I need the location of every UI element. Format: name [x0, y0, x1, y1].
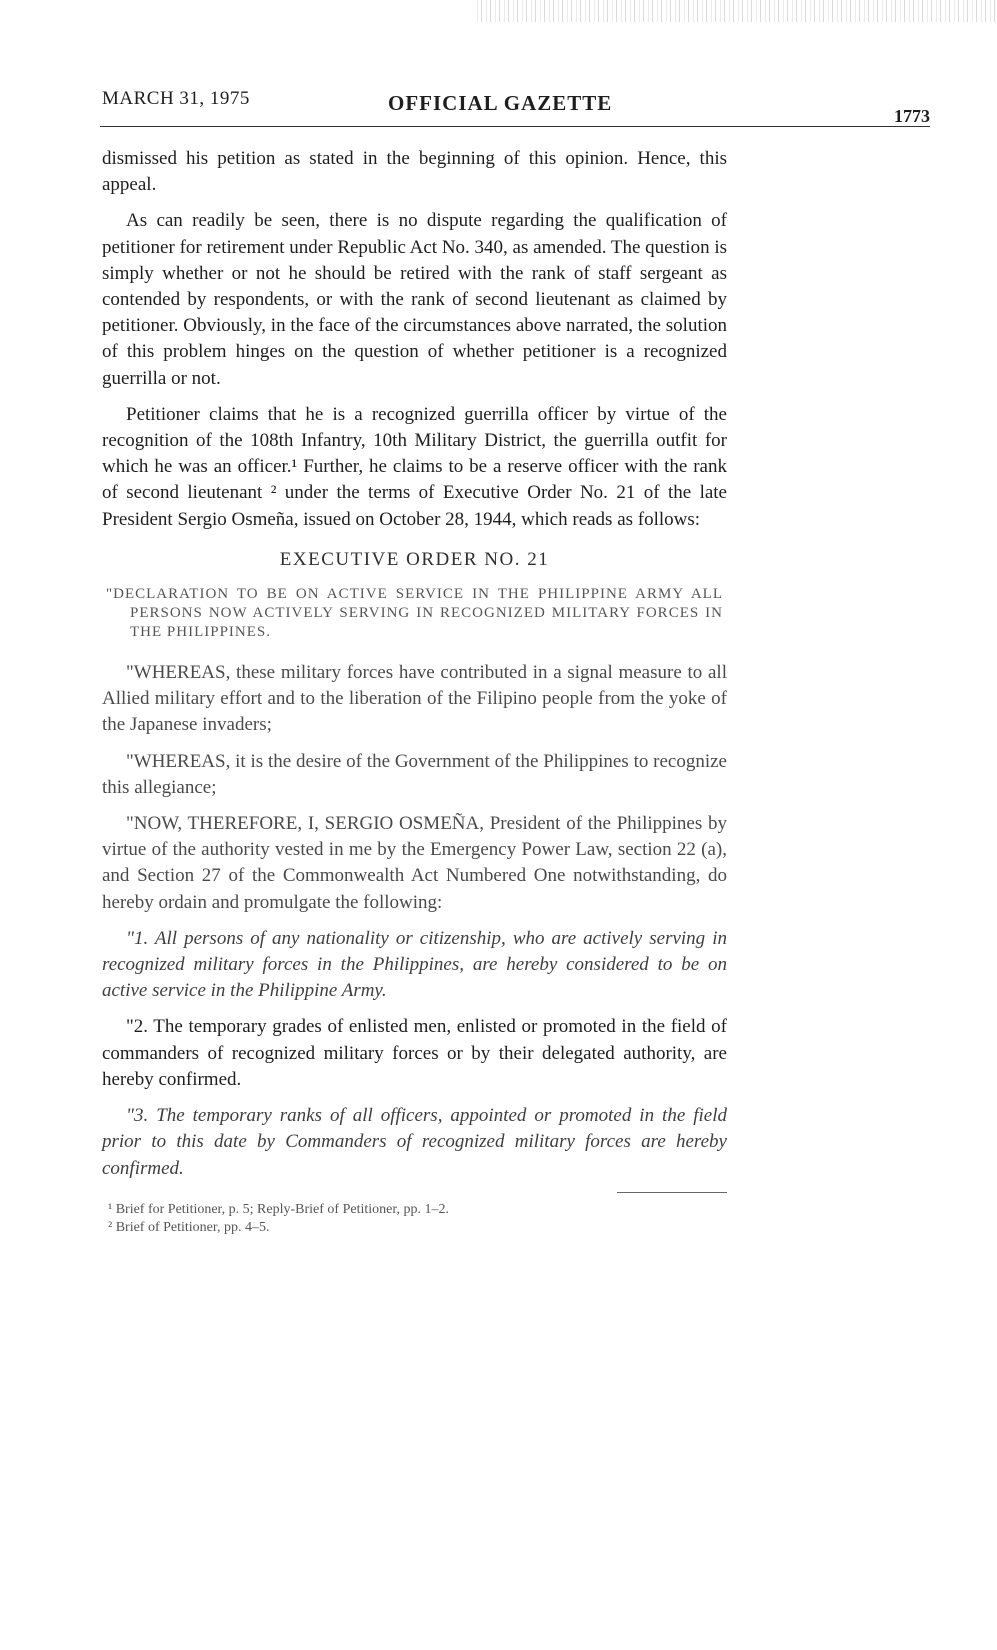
order-item-3: "3. The temporary ranks of all officers, appointed or promoted in the field prior to this date by Commanders of recognized military forces are hereby confirmed. [102, 1105, 727, 1179]
header-rule [100, 126, 930, 127]
page-number: 1773 [894, 106, 930, 126]
whereas-contribution: "WHEREAS, these military forces have contributed in a signal measure to all Allied military effort and to the liberation of the Filipino people from the yoke of the Japanese invaders; [102, 662, 727, 736]
whereas-recognition: "WHEREAS, it is the desire of the Government of the Philippines to recognize this allegiance; [102, 750, 727, 798]
footnote-rule [617, 1192, 727, 1193]
order-item-1: "1. All persons of any nationality or citizenship, who are actively serving in recognized military forces in the Philippines, are hereby considered to be on active service in the Philippine Army. [102, 927, 727, 1002]
footnote-2: ² Brief of Petitioner, pp. 4–5. [108, 1219, 270, 1235]
footnotes [102, 1201, 727, 1237]
now-therefore-clause: "NOW, THEREFORE, I, SERGIO OSMEÑA, President of the Philippines by virtue of the authority vested in me by the Emergency Power Law, section 22 (a), and Section 27 of the Commonwealth Act Numbered One notwithstanding, do hereby ordain and promulgate the following: [102, 813, 727, 913]
footnote-1: ¹ Brief for Petitioner, p. 5; Reply-Brief of Petitioner, pp. 1–2. [108, 1201, 449, 1217]
paragraph-claims: Petitioner claims that he is a recognized guerrilla officer by virtue of the recognition of the 108th Infantry, 10th Military District, the guerrilla outfit for which he was an officer.¹ Further, he claims to be a reserve officer with the rank of second lieutenant ² under the terms of Executive Order No. 21 of the late President Sergio Osmeña, issued on October 28, 1944, which reads as follows: [102, 403, 727, 530]
header-title: OFFICIAL GAZETTE [388, 91, 613, 115]
paragraph-question: As can readily be seen, there is no dispute regarding the qualification of petitioner for retirement under Republic Act No. 340, as amended. The question is simply whether or not he should be retired with the rank of staff sergeant as contended by respondents, or with the rank of second lieutenant as claimed by petitioner. Obviously, in the face of the circumstances above narrated, the solution of this problem hinges on the question of whether petitioner is a recognized guerrilla or not. [102, 210, 727, 389]
executive-order-caption: "DECLARATION TO BE ON ACTIVE SERVICE IN THE PHILIPPINE ARMY ALL PERSONS NOW ACTIVELY SERVING IN RECOGNIZED MILITARY FORCES IN THE PHILIPPINES. [106, 586, 723, 641]
page-header [100, 86, 930, 130]
order-item-2: "2. The temporary grades of enlisted men, enlisted or promoted in the field of commanders of recognized military forces or by their delegated authority, are hereby confirmed. [102, 1016, 727, 1090]
executive-order-title: EXECUTIVE ORDER NO. 21 [279, 548, 550, 570]
header-date: MARCH 31, 1975 [102, 88, 250, 109]
paragraph-dismissal: dismissed his petition as stated in the beginning of this opinion. Hence, this appeal. [102, 148, 727, 196]
text-column [102, 146, 727, 1237]
scan-noise [477, 0, 997, 22]
